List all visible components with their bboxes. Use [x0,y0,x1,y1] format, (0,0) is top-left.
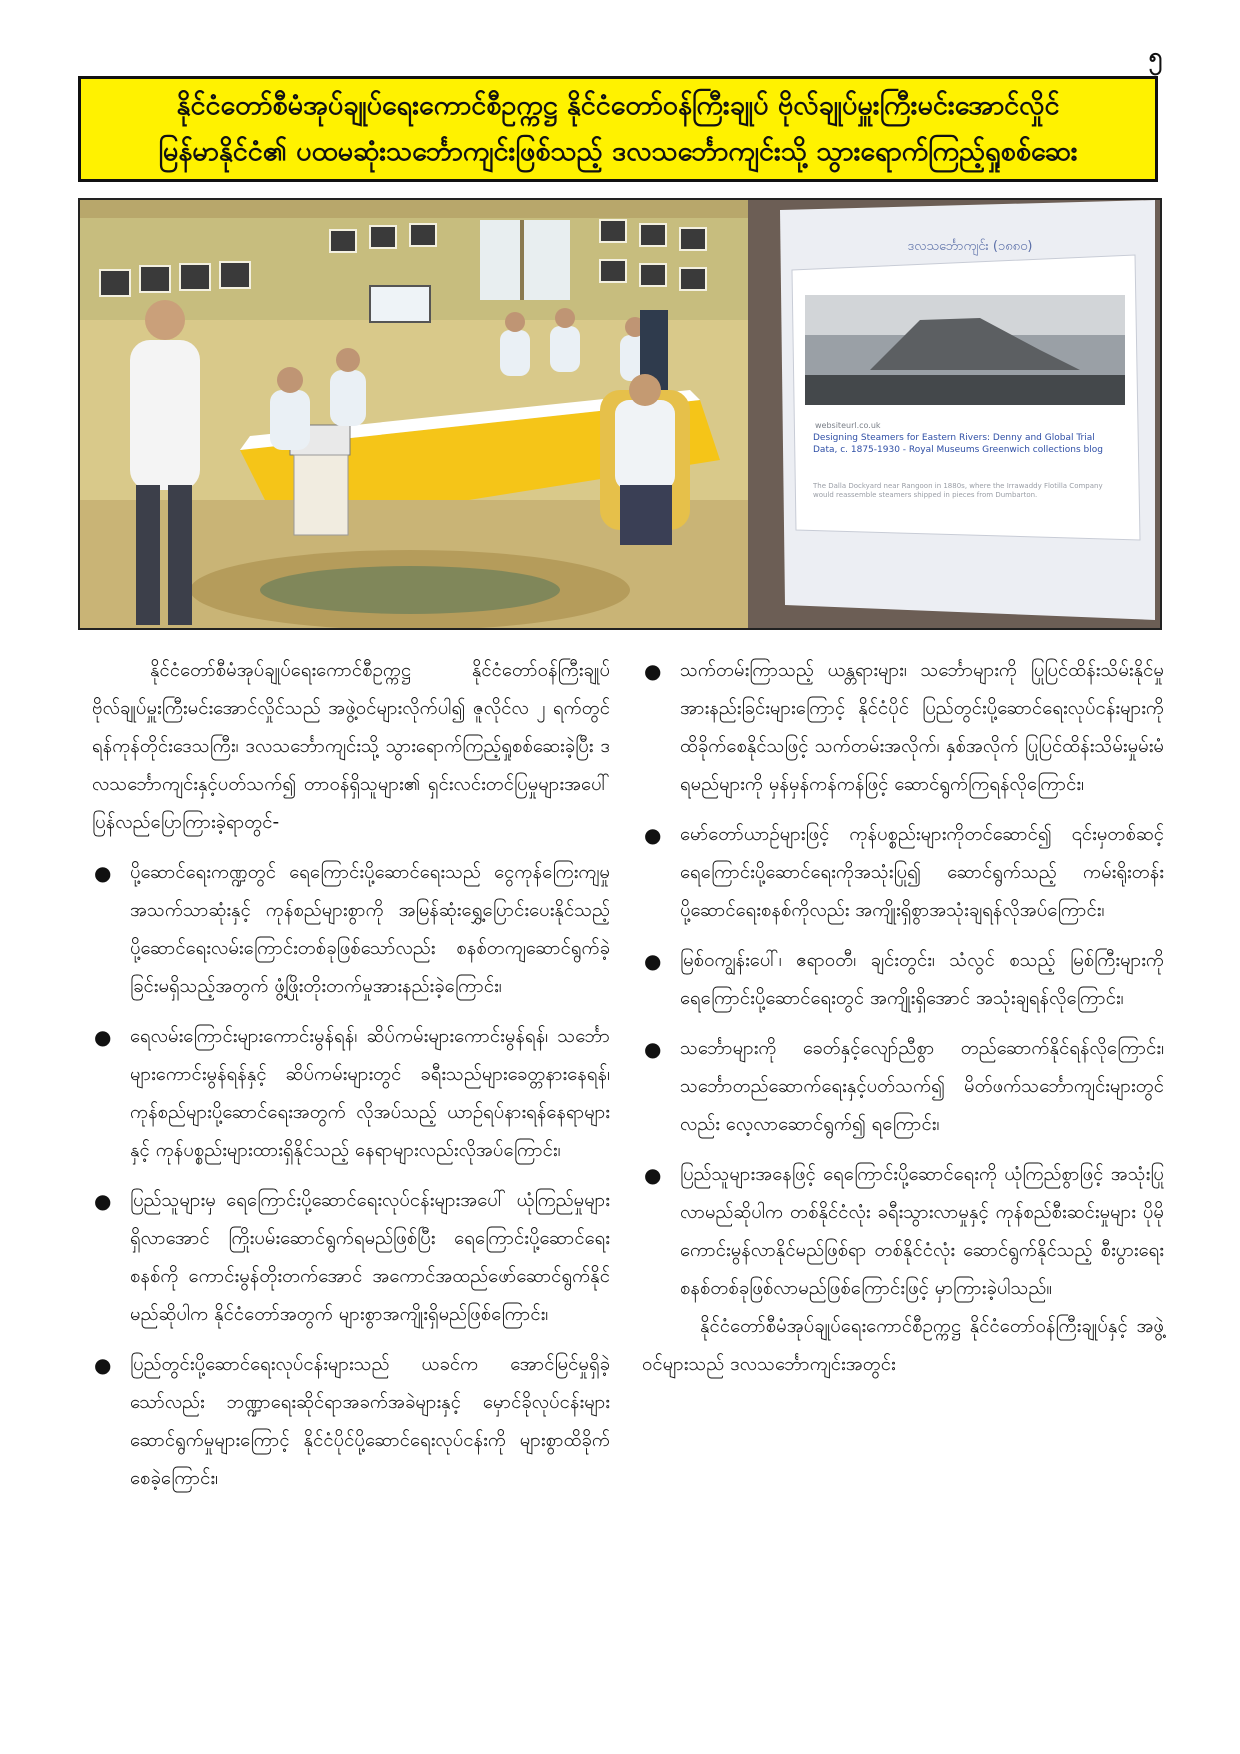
list-item [92,1018,610,1170]
news-photo [78,198,1162,630]
projection-screen-photo [748,200,1160,628]
bullet-icon: ● [94,1025,112,1049]
list-item-text: ပြည်သူများမှ ရေကြောင်းပို့ဆောင်ရေးလုပ်ငန်းများအပေါ် ယုံကြည်မှုများရှိလာအောင် ကြိုးပမ်းဆောင်ရွက်ရမည်ဖြစ်ပြီး ရေကြောင်းပို့ဆောင်ရေးစနစ်ကို ကောင်းမွန်တိုးတက်အောင် အကောင်အထည်ဖော်ဆောင်ရွက်နိုင်မည်ဆိုပါက နိုင်ငံတော်အတွက် များစွာအကျိုးရှိမည်ဖြစ်ကြောင်း၊ [130,1190,610,1325]
list-item-text: ပြည်သူများအနေဖြင့် ရေကြောင်းပို့ဆောင်ရေးကို ယုံကြည်စွာဖြင့် အသုံးပြုလာမည်ဆိုပါက တစ်နိုင်ငံလုံး ခရီးသွားလာမှုနှင့် ကုန်စည်စီးဆင်းမှုများ ပိုမိုကောင်းမွန်လာနိုင်မည်ဖြစ်ရာ တစ်နိုင်ငံလုံး ဆောင်ရွက်နိုင်သည့် စီးပွားရေးစနစ်တစ်ခုဖြစ်လာမည်ဖြစ်ကြောင်းဖြင့် မှာကြားခဲ့ပါသည်။ [680,1164,1164,1299]
bullet-icon: ● [644,823,662,847]
bullet-icon: ● [644,949,662,973]
bullet-icon: ● [644,1037,662,1061]
headline-line-2: မြန်မာနိုင်ငံ၏ ပထမဆုံးသင်္ဘောကျင်းဖြစ်သည့် ဒလသင်္ဘောကျင်းသို့ သွားရောက်ကြည့်ရှုစစ်ဆေး [158,136,1078,167]
headline-line-1: နိုင်ငံတော်စီမံအုပ်ချုပ်ရေးကောင်စီဥက္ကဋ္ဌ နိုင်ငံတော်ဝန်ကြီးချုပ် ဗိုလ်ချုပ်မှူးကြီးမင်းအောင်လှိုင် [176,90,1060,121]
bullet-icon: ● [644,659,662,683]
list-item [642,1030,1164,1144]
list-item [642,816,1164,930]
list-item [642,942,1164,1018]
list-item [642,1156,1164,1308]
list-item-text: သက်တမ်းကြာသည့် ယန္တရားများ၊ သင်္ဘောများကို ပြုပြင်ထိန်းသိမ်းနိုင်မှုအားနည်းခြင်းများကြောင့် နိုင်ငံပိုင် ပြည်တွင်းပို့ဆောင်ရေးလုပ်ငန်းများကို ထိခိုက်စေနိုင်သဖြင့် သက်တမ်းအလိုက်၊ နှစ်အလိုက် ပြုပြင်ထိန်းသိမ်းမှုမ်းမံရမည်များကို မှန်မှန်ကန်ကန်ဖြင့် ဆောင်ရွက်ကြရန်လိုကြောင်း၊ [680,660,1164,795]
meeting-room-photo [80,200,748,628]
list-item-text: ပို့ဆောင်ရေးကဏ္ဍတွင် ရေကြောင်းပို့ဆောင်ရေးသည် ငွေကုန်ကြေးကျမှုအသက်သာဆုံးနှင့် ကုန်စည်များစွာကို အမြန်ဆုံးရွှေ့ပြောင်းပေးနိုင်သည့် ပို့ဆောင်ရေးလမ်းကြောင်းတစ်ခုဖြစ်သော်လည်း စနစ်တကျဆောင်ရွက်ခဲ့ခြင်းမရှိသည့်အတွက် ဖွံ့ဖြိုးတိုးတက်မှုအားနည်းခဲ့ကြောင်း၊ [130,862,610,997]
bullet-icon: ● [94,1353,112,1377]
list-item-text: သင်္ဘောများကို ခေတ်နှင့်လျော်ညီစွာ တည်ဆောက်နိုင်ရန်လိုကြောင်း၊ သင်္ဘောတည်ဆောက်ရေးနှင့်ပတ်သက်၍ မိတ်ဖက်သင်္ဘောကျင်းများတွင်လည်း လေ့လာဆောင်ရွက်၍ ရကြောင်း၊ [680,1038,1164,1135]
headline-box [78,76,1158,182]
screen-title: ဒလသင်္ဘောကျင်း (၁၈၈၀) [907,239,1033,254]
page-number: ၅ [1148,42,1162,70]
bullet-icon: ● [644,1163,662,1187]
list-item-text: ရေလမ်းကြောင်းများကောင်းမွန်ရန်၊ ဆိပ်ကမ်းများကောင်းမွန်ရန်၊ သင်္ဘောများကောင်းမွန်ရန်နှင့် ဆိပ်ကမ်းများတွင် ခရီးသည်များခေတ္တနားနေရန်၊ ကုန်စည်များပို့ဆောင်ရေးအတွက် လိုအပ်သည့် ယာဉ်ရပ်နားရန်နေရာများနှင့် ကုန်ပစ္စည်းများထားရှိနိုင်သည့် နေရာများလည်းလိုအပ်ကြောင်း၊ [130,1026,610,1161]
screen-heading: Designing Steamers for Eastern Rivers: Denny and Global Trial Data, c. 1875-1930 - Royal Museums Greenwich collections blog [813,433,1103,455]
list-item [92,854,610,1006]
intro-paragraph: နိုင်ငံတော်စီမံအုပ်ချုပ်ရေးကောင်စီဥက္ကဋ္ဌ နိုင်ငံတော်ဝန်ကြီးချုပ် ဗိုလ်ချုပ်မှူးကြီးမင်းအောင်လှိုင်သည် အဖွဲ့ဝင်များလိုက်ပါ၍ ဇူလိုင်လ ၂ ရက်တွင် ရန်ကုန်တိုင်းဒေသကြီး၊ ဒလသင်္ဘောကျင်းသို့ သွားရောက်ကြည့်ရှုစစ်ဆေးခဲ့ပြီး ဒလသင်္ဘောကျင်းနှင့်ပတ်သက်၍ တာဝန်ရှိသူများ၏ ရှင်းလင်းတင်ပြမှုများအပေါ် ပြန်လည်ပြောကြားခဲ့ရာတွင်- [92,660,610,833]
list-item-text: မော်တော်ယာဉ်များဖြင့် ကုန်ပစ္စည်းများကိုတင်ဆောင်၍ ၎င်းမှတစ်ဆင့် ရေကြောင်းပို့ဆောင်ရေးကိုအသုံးပြု၍ ဆောင်ရွက်သည့် ကမ်းရိုးတန်းပို့ဆောင်ရေးစနစ်ကိုလည်း အကျိုးရှိစွာအသုံးချရန်လိုအပ်ကြောင်း၊ [680,824,1164,921]
right-column [642,652,1164,1384]
list-item [642,652,1164,804]
left-bullet-list [92,854,610,1498]
bullet-icon: ● [94,1189,112,1213]
list-item-text: ပြည်တွင်းပို့ဆောင်ရေးလုပ်ငန်းများသည် ယခင်က အောင်မြင်မှုရှိခဲ့သော်လည်း ဘဏ္ဍာရေးဆိုင်ရာအခက်အခဲများနှင့် မှောင်ခိုလုပ်ငန်းများဆောင်ရွက်မှုများကြောင့် နိုင်ငံပိုင်ပို့ဆောင်ရေးလုပ်ငန်းကို များစွာထိခိုက်စေခဲ့ကြောင်း၊ [130,1354,610,1489]
list-item [92,1182,610,1334]
list-item [92,1346,610,1498]
list-item-text: မြစ်ဝကျွန်းပေါ်၊ ဧရာဝတီ၊ ချင်းတွင်း၊ သံလွင် စသည့် မြစ်ကြီးများကို ရေကြောင်းပို့ဆောင်ရေးတွင် အကျိုးရှိအောင် အသုံးချရန်လိုကြောင်း၊ [680,950,1164,1009]
closing-paragraph: နိုင်ငံတော်စီမံအုပ်ချုပ်ရေးကောင်စီဥက္ကဋ္ဌ နိုင်ငံတော်ဝန်ကြီးချုပ်နှင့် အဖွဲ့ဝင်များသည် ဒလသင်္ဘောကျင်းအတွင်း [642,1316,1164,1375]
screen-caption: The Dalla Dockyard near Rangoon in 1880s, where the Irrawaddy Flotilla Company would reassemble steamers shipped in pieces from Dumbarton. [813,482,1103,499]
bullet-icon: ● [94,861,112,885]
left-column [92,652,610,1498]
screen-source: websiteurl.co.uk [815,421,881,430]
right-bullet-list [642,652,1164,1308]
